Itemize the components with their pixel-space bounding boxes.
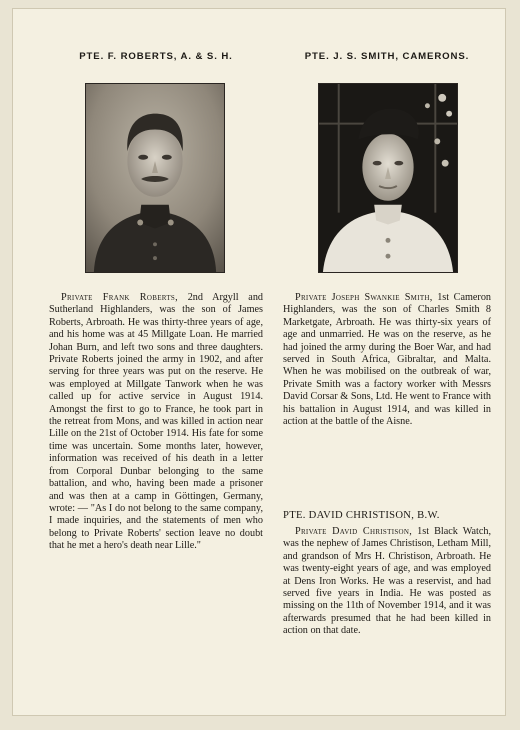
smith-body-text: 1st Cameron Highlanders, was the son of Charles Smith 8 Marketgate, Arbroath. He was thirty-six years of age and unmarried. He was on the reserve, as he had joined the army during the Boer War, and had served in South Africa, Gibraltar, and Malta. When he was mobilised on the outbreak of war, Private Smith was a factory worker with Messrs David Corsar & Sons, Ltd. He went to France with his battalion in August 1914, and was killed in action at the battle of the Aisne.	[283, 292, 492, 428]
memorial-page	[12, 8, 506, 716]
roberts-lead-name: Private Frank Roberts,	[61, 292, 178, 303]
christison-biography	[283, 526, 491, 638]
roberts-heading: PTE. F. ROBERTS, A. & S. H.	[79, 51, 233, 62]
christison-heading: PTE. DAVID CHRISTISON, B.W.	[283, 510, 440, 521]
christison-body-text: 1st Black Watch, was the nephew of James Christison, Letham Mill, and grandson of Mrs H. Christison, Arbroath. He was twenty-eight years of age, and was employed at Dens Iron Works. He was a reservist, and had served five years in India. He was posted as missing on the 11th of November 1914, and it was afterwards presumed that he had been killed in action on that date.	[283, 526, 492, 637]
smith-biography	[283, 292, 491, 428]
smith-portrait-photo	[318, 83, 458, 273]
roberts-body-text: 2nd Argyll and Sutherland Highlanders, was the son of James Roberts, Arbroath. He was thirty-three years of age, and his home was at 45 Millgate Loan. He married Johan Burn, and left two sons and three daughters. Private Roberts joined the army in 1902, and after serving for three years was put on the reserve. He was employed at Millgate Tanwork when he was called up for active service in August 1914. Amongst the first to go to France, he took part in the retreat from Mons, and was killed in action near Lille on the 21st of October 1914. His fate for some time was uncertain. Some months later, however, information was received of his death in a letter from Corporal Dunbar belonging to the same battalion, and who, having been made a prisoner and was then at a camp in Göttingen, Germany, wrote: — "As I do not belong to the same company, I made inquiries, and the statements of men who belong to Private Roberts' section leave no doubt that he met a hero's death near Lille."	[49, 292, 264, 552]
roberts-biography	[49, 292, 263, 553]
smith-lead-name: Private Joseph Swankie Smith,	[295, 292, 433, 303]
smith-heading: PTE. J. S. SMITH, CAMERONS.	[304, 51, 470, 62]
christison-lead-name: Private David Christison,	[295, 526, 413, 537]
roberts-portrait-photo	[85, 83, 225, 273]
